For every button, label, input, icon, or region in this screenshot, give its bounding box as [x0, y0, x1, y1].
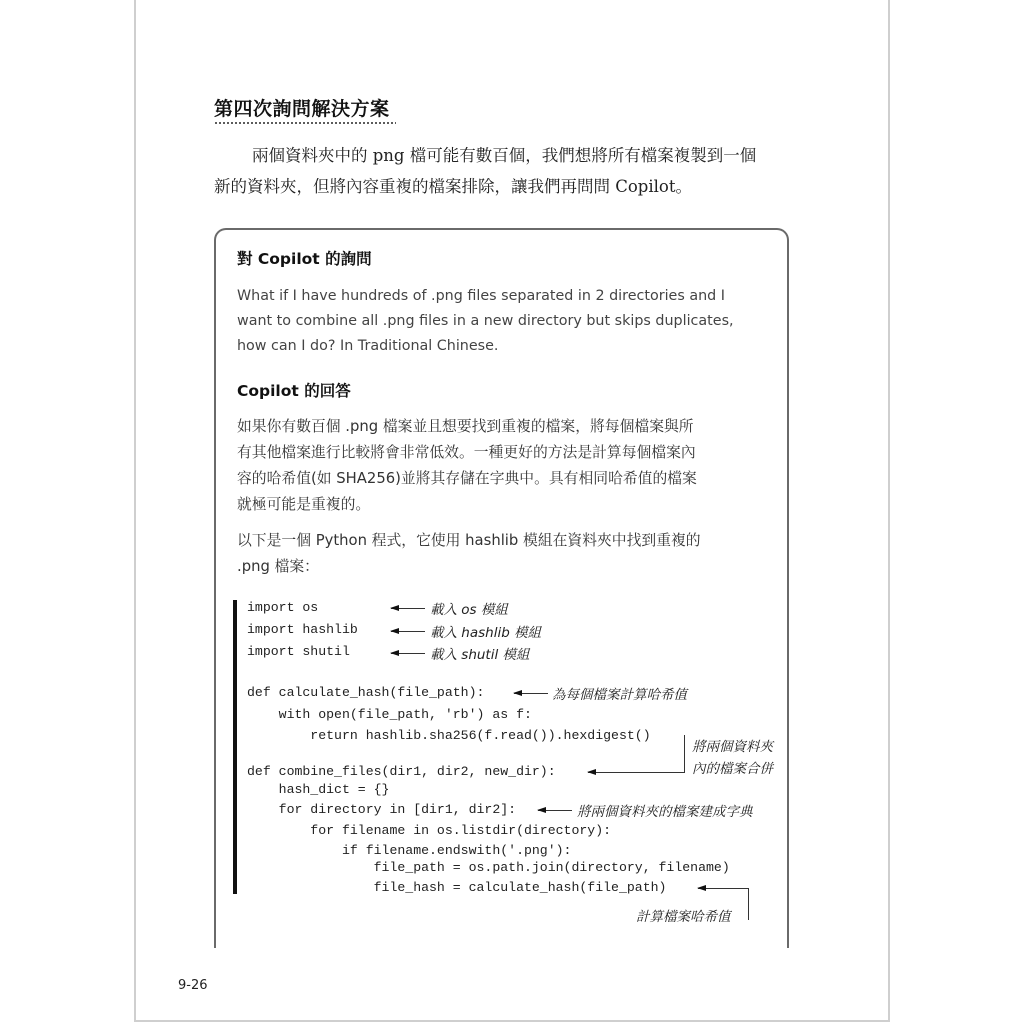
annotation-combine-line1: 將兩個資料夾 — [692, 739, 773, 755]
code-line: import hashlib — [247, 622, 358, 637]
code-line: for filename in os.listdir(directory): — [247, 823, 612, 838]
code-line: def calculate_hash(file_path): — [247, 685, 485, 700]
page-number: 9-26 — [178, 978, 208, 993]
arrow-icon — [538, 810, 572, 811]
ask-heading: 對 Copilot 的詢問 — [237, 250, 372, 268]
code-line: import os — [247, 600, 319, 615]
code-line: file_path = os.path.join(directory, filename) — [247, 860, 730, 875]
code-line: hash_dict = {} — [247, 782, 390, 797]
code-line: def combine_files(dir1, dir2, new_dir): — [247, 764, 556, 779]
annotation-combine-line2: 內的檔案合併 — [692, 761, 773, 777]
code-line: for directory in [dir1, dir2]: — [247, 802, 517, 817]
code-line: with open(file_path, 'rb') as f: — [247, 707, 532, 722]
arrow-icon — [391, 608, 425, 609]
annotation-import-os: 載入 os 模組 — [430, 602, 508, 618]
ask-text — [237, 284, 767, 359]
arrow-icon — [698, 888, 748, 889]
answer-text — [237, 414, 772, 518]
answer-line: 有其他檔案進行比較將會非常低效。一種更好的方法是計算每個檔案內 — [237, 444, 696, 461]
code-line: file_hash = calculate_hash(file_path) — [247, 880, 667, 895]
annotation-for-directory: 將兩個資料夾的檔案建成字典 — [577, 804, 753, 820]
connector-line — [748, 888, 749, 920]
code-line: import shutil — [247, 644, 350, 659]
arrow-icon — [588, 772, 684, 773]
answer-heading: Copilot 的回答 — [237, 382, 351, 400]
intro-line: 兩個資料夾中的 png 檔可能有數百個，我們想將所有檔案複製到一個 — [252, 146, 757, 165]
code-block-bar — [233, 600, 237, 894]
intro-paragraph — [214, 140, 794, 202]
ask-line: What if I have hundreds of .png files separated in 2 directories and I — [237, 288, 725, 304]
intro-line: 新的資料夾，但將內容重複的檔案排除，讓我們再問問 Copilot。 — [214, 177, 692, 196]
python-intro-line: 以下是一個 Python 程式，它使用 hashlib 模組在資料夾中找到重複的 — [237, 532, 701, 549]
section-title: 第四次詢問解決方案 — [214, 98, 390, 120]
ask-line: how can I do? In Traditional Chinese. — [237, 338, 499, 354]
python-intro-line: .png 檔案： — [237, 558, 319, 575]
code-line: if filename.endswith('.png'): — [247, 843, 572, 858]
arrow-icon — [514, 693, 548, 694]
arrow-icon — [391, 631, 425, 632]
answer-line: 容的哈希值(如 SHA256)並將其存儲在字典中。具有相同哈希值的檔案 — [237, 470, 697, 487]
answer-line: 如果你有數百個 .png 檔案並且想要找到重複的檔案，將每個檔案與所 — [237, 418, 694, 435]
annotation-import-shutil: 載入 shutil 模組 — [430, 647, 530, 663]
python-intro-text — [237, 528, 772, 580]
title-dotted-underline — [214, 122, 396, 124]
ask-line: want to combine all .png files in a new directory but skips duplicates, — [237, 313, 734, 329]
annotation-file-hash: 計算檔案哈希值 — [636, 909, 731, 925]
connector-line — [684, 735, 685, 773]
code-line: return hashlib.sha256(f.read()).hexdigest() — [247, 728, 651, 743]
annotation-import-hashlib: 載入 hashlib 模組 — [430, 625, 542, 641]
answer-line: 就極可能是重複的。 — [237, 496, 371, 513]
annotation-calculate-hash: 為每個檔案計算哈希值 — [552, 687, 687, 703]
arrow-icon — [391, 653, 425, 654]
